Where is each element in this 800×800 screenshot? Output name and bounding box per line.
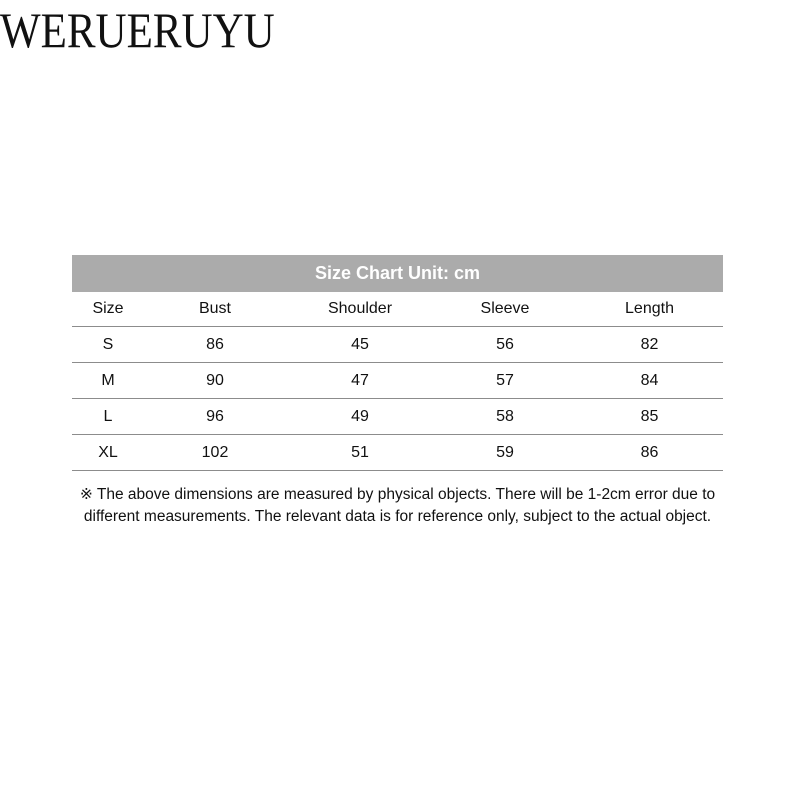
cell-bust: 102 <box>144 435 286 471</box>
table-row <box>72 327 723 363</box>
column-header-length: Length <box>576 292 723 327</box>
cell-bust: 86 <box>144 327 286 363</box>
brand-logo-text: WERUERUYU <box>0 2 275 58</box>
column-header-shoulder: Shoulder <box>286 292 434 327</box>
table-header-row <box>72 292 723 327</box>
cell-size: M <box>72 363 144 399</box>
cell-sleeve: 58 <box>434 399 576 435</box>
cell-shoulder: 51 <box>286 435 434 471</box>
cell-shoulder: 49 <box>286 399 434 435</box>
table-row <box>72 399 723 435</box>
cell-sleeve: 56 <box>434 327 576 363</box>
size-table <box>72 292 723 471</box>
table-row <box>72 435 723 471</box>
column-header-sleeve: Sleeve <box>434 292 576 327</box>
cell-size: L <box>72 399 144 435</box>
column-header-size: Size <box>72 292 144 327</box>
size-chart-title: Size Chart Unit: cm <box>72 255 723 292</box>
table-row <box>72 363 723 399</box>
cell-shoulder: 47 <box>286 363 434 399</box>
cell-length: 85 <box>576 399 723 435</box>
cell-length: 84 <box>576 363 723 399</box>
column-header-bust: Bust <box>144 292 286 327</box>
cell-shoulder: 45 <box>286 327 434 363</box>
cell-bust: 96 <box>144 399 286 435</box>
cell-sleeve: 57 <box>434 363 576 399</box>
cell-bust: 90 <box>144 363 286 399</box>
cell-length: 82 <box>576 327 723 363</box>
cell-size: S <box>72 327 144 363</box>
cell-length: 86 <box>576 435 723 471</box>
size-chart <box>72 255 723 471</box>
cell-size: XL <box>72 435 144 471</box>
cell-sleeve: 59 <box>434 435 576 471</box>
measurement-note: ※ The above dimensions are measured by physical objects. There will be 1-2cm error due to different measurements. The relevant data is for reference only, subject to the actual object. <box>79 486 716 525</box>
